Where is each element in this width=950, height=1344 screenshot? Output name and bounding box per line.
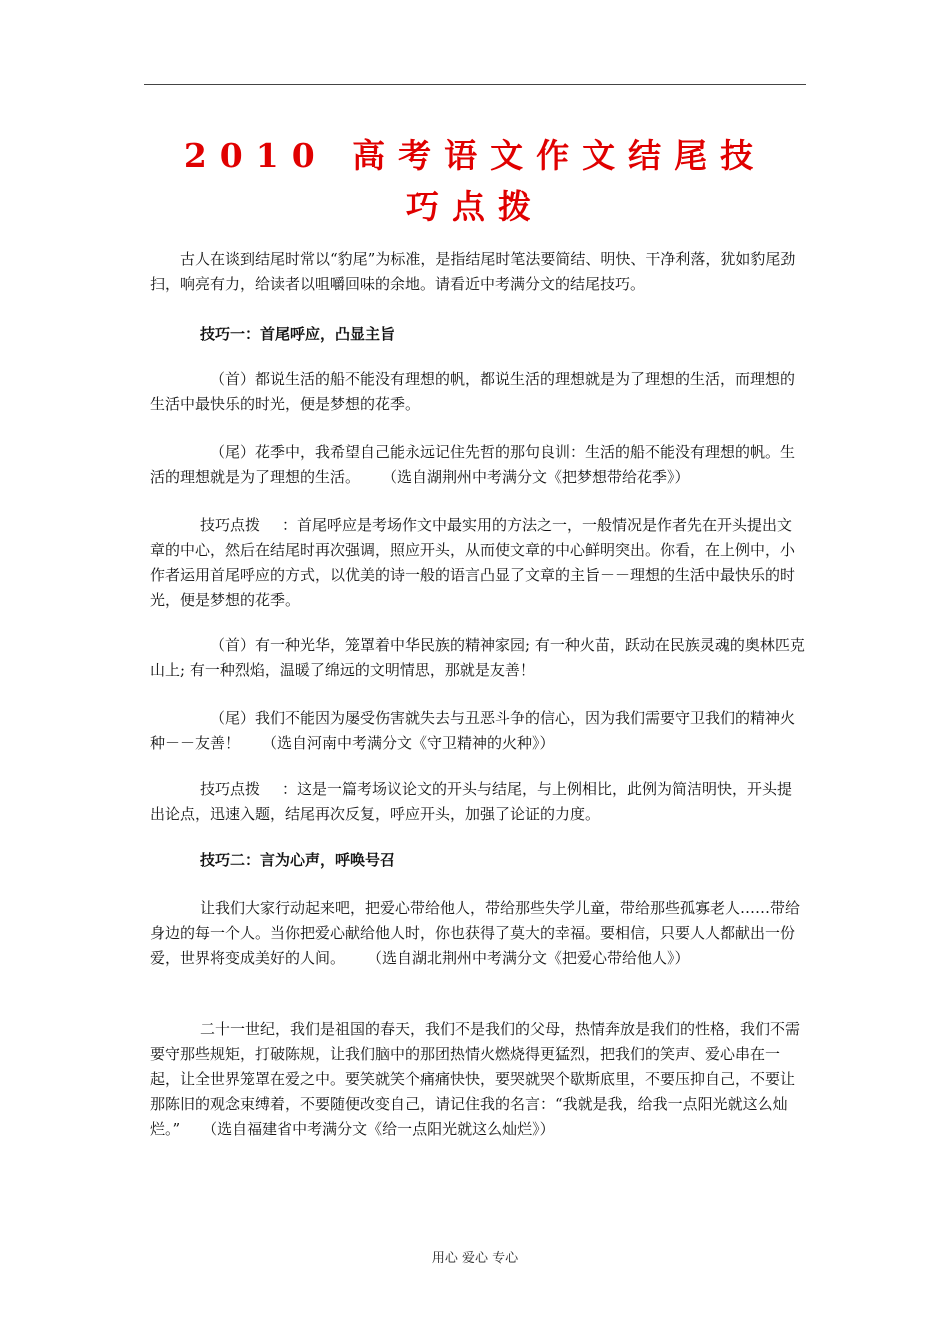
section2-paragraph1	[150, 896, 805, 971]
tip2-text: ：这是一篇考场议论文的开头与结尾，与上例相比，此例为简洁明快，开头提出论点，迅速入题，结尾再次反复，呼应开头，加强了论证的力度。	[150, 780, 793, 823]
intro-paragraph: 古人在谈到结尾时常以“豹尾”为标准，是指结尾时笔法要简结、明快、干净利落，犹如豹尾劲扫，响亮有力，给读者以咀嚼回味的余地。请看近中考满分文的结尾技巧。	[150, 250, 796, 293]
section2-paragraph1-text: 让我们大家行动起来吧，把爱心带给他人，带给那些失学儿童，带给那些孤寡老人……带给身边的每一个人。当你把爱心献给他人时，你也获得了莫大的幸福。要相信，只要人人都献出一份爱，世界将变成美好的人间。	[150, 899, 801, 967]
example2-head	[150, 633, 805, 683]
section2-paragraph2-text: 二十一世纪，我们是祖国的春天，我们不是我们的父母，热情奔放是我们的性格，我们不需要守那些规矩，打破陈规，让我们脑中的那团热情火燃烧得更猛烈，把我们的笑声、爱心串在一起，让全世界笼罩在爱之中。要笑就笑个痛痛快快，要哭就哭个歇斯底里，不要压抑自己，不要让那陈旧的观念束缚着，不要随便改变自己，请记住我的名言：“我就是我，给我一点阳光就这么灿烂。”	[150, 1020, 801, 1138]
section2-paragraph1-source: （选自湖北荆州中考满分文《把爱心带给他人》）	[367, 949, 690, 967]
example1-head-text: 都说生活的船不能没有理想的帆，都说生活的理想就是为了理想的生活，而理想的生活中最快乐的时光，便是梦想的花季。	[150, 370, 796, 413]
doc-title-line1: 2010 高考语文作文结尾技	[183, 136, 767, 175]
section2-paragraph2	[150, 1017, 805, 1142]
example2-tail-text: 我们不能因为屡受伤害就失去与丑恶斗争的信心，因为我们需要守卫我们的精神火种－－友善！	[150, 709, 796, 752]
tip1-text: ：首尾呼应是考场作文中最实用的方法之一，一般情况是作者先在开头提出文章的中心，然后在结尾时再次强调，照应开头，从而使文章的中心鲜明突出。你看，在上例中，小作者运用首尾呼应的方式，以优美的诗一般的语言凸显了文章的主旨－－理想的生活中最快乐的时光，便是梦想的花季。	[150, 516, 796, 609]
example2-source: （选自河南中考满分文《守卫精神的火种》）	[262, 734, 555, 752]
example2-head-text: 有一种光华，笼罩着中华民族的精神家园; 有一种火苗，跃动在民族灵魂的奥林匹克山上; 有一种烈焰，温暖了绵远的文明情思，那就是友善！	[150, 636, 805, 679]
example1-head-marker: （首）	[210, 370, 256, 388]
doc-title-line2: 巧点拨	[406, 187, 544, 226]
example1-tail	[150, 440, 805, 490]
section2-paragraph2-source: （选自福建省中考满分文《给一点阳光就这么灿烂》）	[202, 1120, 555, 1138]
header-rule	[144, 84, 806, 85]
section2-heading: 技巧二：言为心声，呼唤号召	[200, 851, 396, 869]
example1-source: （选自湖荆州中考满分文《把梦想带给花季》）	[382, 468, 690, 486]
tip1-paragraph	[150, 513, 805, 613]
tip1-label: 技巧点拨	[200, 516, 261, 534]
example2-head-marker: （首）	[210, 636, 256, 654]
example1-tail-marker: （尾）	[210, 443, 256, 461]
tip2-label: 技巧点拨	[200, 780, 261, 798]
tip2-paragraph	[150, 777, 805, 827]
example2-tail	[150, 706, 805, 756]
example2-tail-marker: （尾）	[210, 709, 256, 727]
example1-tail-text: 花季中，我希望自己能永远记住先哲的那句良训：生活的船不能没有理想的帆。生活的理想就是为了理想的生活。	[150, 443, 796, 486]
example1-head	[150, 367, 805, 417]
section1-heading: 技巧一：首尾呼应，凸显主旨	[200, 325, 396, 343]
page-footer: 用心 爱心 专心	[431, 1251, 519, 1266]
